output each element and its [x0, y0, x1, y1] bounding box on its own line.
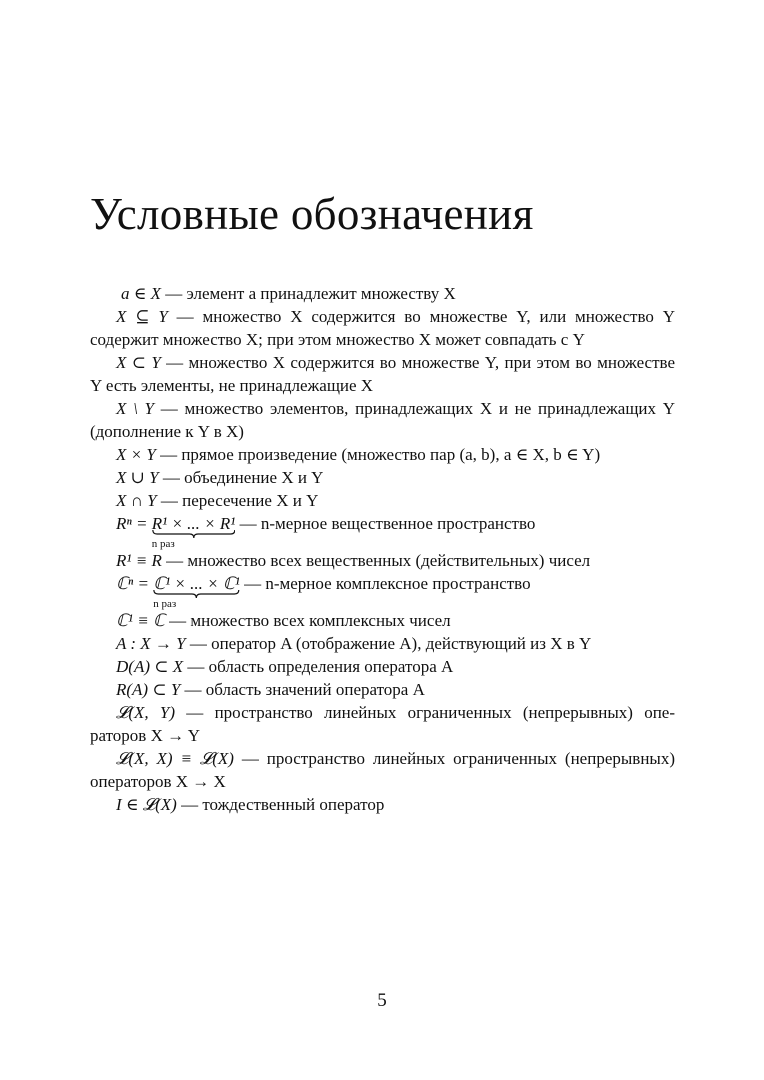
notation-symbol: X \ Y — [116, 399, 155, 418]
notation-entry-complex-numbers — [90, 609, 675, 632]
notation-description: — множество всех вещественных (действительных) чисел — [161, 551, 591, 570]
notation-entry-linear-operators-self — [90, 747, 675, 793]
notation-entry-element-of — [90, 282, 675, 305]
notation-entry-set-difference — [90, 397, 675, 443]
notation-description: — множество X содержится во множестве Y, при этом во множестве Y есть элементы, не принадлежащие X — [90, 353, 675, 395]
notation-description: — пространство линейных ограниченных (непрерывных) операторов X → X — [90, 749, 675, 791]
notation-symbol: I ∈ 𝓛(X) — [116, 795, 177, 814]
notation-description: — оператор A (отображение A), действующий из X в Y — [185, 634, 592, 653]
notation-symbol: X ⊂ Y — [116, 353, 161, 372]
notation-entry-operator — [90, 632, 675, 655]
notation-description: — объединение X и Y — [158, 468, 324, 487]
notation-symbol: R(A) ⊂ Y — [116, 680, 181, 699]
notation-symbol: 𝓛(X, Y) — [116, 703, 176, 722]
notation-description: — множество X содержится во множестве Y, или множество Y содержит множество X; при этом множество X может совпадать с Y — [90, 307, 675, 349]
notation-entry-real-numbers — [90, 549, 675, 572]
underbrace-group — [153, 572, 240, 610]
notation-entry-subset-eq — [90, 305, 675, 351]
underbrace-expression: ℂ¹ × ... × ℂ¹ — [153, 574, 240, 593]
notation-description: — область значений оператора A — [180, 680, 425, 699]
notation-symbol: X × Y — [116, 445, 156, 464]
page-title: Условные обозначения — [90, 189, 534, 239]
notation-description: — область определения оператора A — [183, 657, 454, 676]
underbrace-label: n раз — [153, 598, 177, 610]
notation-description: — элемент a принадлежит множеству X — [160, 284, 456, 303]
underbrace-group — [151, 512, 236, 550]
notation-description: — прямое произведение (множество пар (a, b), a ∈ X, b ∈ Y) — [155, 445, 601, 464]
underbrace-expression: R¹ × ... × R¹ — [151, 514, 236, 533]
notation-description: — n-мерное вещественное пространство — [235, 514, 536, 533]
notation-symbol: A : X → Y — [116, 634, 186, 653]
notation-symbol: X ∪ Y — [116, 468, 159, 487]
notation-symbol: 𝓛(X, X) ≡ 𝓛(X) — [116, 749, 234, 768]
notation-description: — пересечение X и Y — [156, 491, 319, 510]
notation-entry-linear-operators — [90, 701, 675, 747]
notation-symbol: X ∩ Y — [116, 491, 157, 510]
notation-entry-real-space — [90, 512, 675, 550]
page-number: 5 — [377, 990, 387, 1011]
notation-entry-subset — [90, 351, 675, 397]
notation-entry-range — [90, 678, 675, 701]
notation-entry-intersection — [90, 489, 675, 512]
notation-entry-domain — [90, 655, 675, 678]
notation-symbol: X ⊆ Y — [116, 307, 168, 326]
notation-symbol: D(A) ⊂ X — [116, 657, 184, 676]
notation-symbol: R¹ ≡ R — [116, 551, 162, 570]
notation-entry-union — [90, 466, 675, 489]
notation-entry-identity-operator — [90, 793, 675, 816]
notation-symbol: ℂⁿ = — [116, 574, 154, 593]
notation-description: — n-мерное комплексное пространство — [239, 574, 531, 593]
notation-symbol: Rⁿ = — [116, 514, 152, 533]
notation-entry-complex-space — [90, 572, 675, 610]
notation-description: — множество всех комплексных чисел — [164, 611, 451, 630]
notation-list — [90, 282, 675, 816]
notation-symbol: ℂ¹ ≡ ℂ — [116, 611, 165, 630]
notation-entry-direct-product — [90, 443, 675, 466]
notation-description: — множество элементов, принадлежащих X и не принадлежащих Y (дополнение к Y в X) — [90, 399, 676, 441]
notation-symbol: a ∈ X — [121, 284, 161, 303]
notation-description: — тождественный оператор — [176, 795, 385, 814]
notation-description: — пространство линейных ограниченных (непрерывных) операторов X → Y — [90, 703, 676, 745]
underbrace-label: n раз — [151, 538, 175, 550]
